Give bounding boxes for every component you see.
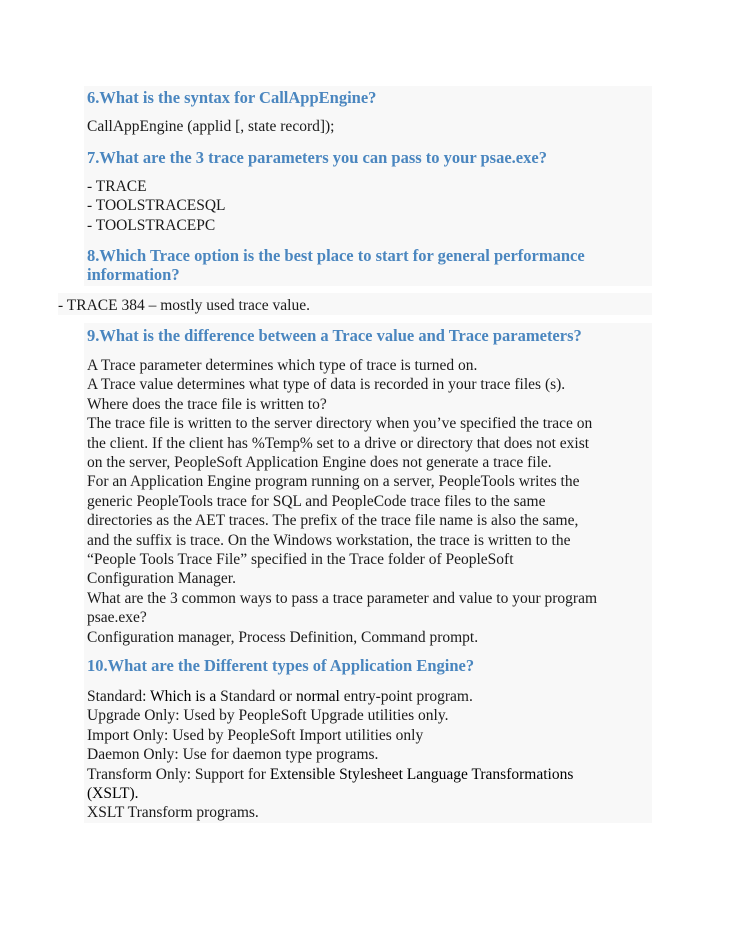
standard-suffix: entry-point program. bbox=[339, 688, 473, 705]
answer-9-line: on the server, PeopleSoft Application Engine does not generate a trace file. bbox=[87, 454, 552, 472]
answer-7-line: - TOOLSTRACESQL bbox=[87, 197, 226, 215]
answer-6: CallAppEngine (applid [, state record]); bbox=[87, 118, 335, 135]
answer-9-line: For an Application Engine program running on a server, PeopleTools writes the bbox=[87, 473, 580, 491]
answer-8: - TRACE 384 – mostly used trace value. bbox=[58, 297, 310, 314]
question-8-heading bbox=[87, 246, 627, 285]
transform-extensible: Extensible Stylesheet Language Transformations bbox=[269, 765, 574, 783]
answer-7 bbox=[87, 177, 226, 235]
app-engine-type-import: Import Only: Used by PeopleSoft Import utilities only bbox=[87, 726, 424, 744]
question-8-heading-line: 8.Which Trace option is the best place to start for general performance bbox=[87, 246, 585, 265]
answer-9-line: The trace file is written to the server directory when you’ve specified the trace on bbox=[87, 415, 593, 433]
question-9-heading: 9.What is the difference between a Trace value and Trace parameters? bbox=[87, 326, 582, 345]
question-8-heading-line: information? bbox=[87, 265, 180, 285]
transform-prefix: Transform Only: Support for bbox=[87, 765, 270, 783]
app-engine-type-standard bbox=[87, 687, 647, 706]
app-engine-type-upgrade: Upgrade Only: Used by PeopleSoft Upgrade utilities only. bbox=[87, 707, 449, 725]
answer-9-line: psae.exe? bbox=[87, 609, 147, 627]
question-10-heading: 10.What are the Different types of Application Engine? bbox=[87, 656, 475, 675]
answer-9-line: A Trace parameter determines which type of trace is turned on. bbox=[87, 357, 478, 374]
standard-mid: Standard or bbox=[216, 688, 296, 705]
answer-9-line: directories as the AET traces. The prefix of the trace file name is also the same, bbox=[87, 512, 579, 530]
answer-7-line: - TOOLSTRACEPC bbox=[87, 216, 216, 234]
standard-prefix: Standard: bbox=[87, 688, 150, 705]
answer-9-line: the client. If the client has %Temp% set to a drive or directory that does not exist bbox=[87, 434, 590, 452]
app-engine-type-transform bbox=[87, 765, 647, 784]
answer-9 bbox=[87, 356, 647, 647]
app-engine-type-xslt: XSLT Transform programs. bbox=[87, 804, 259, 822]
answer-9-line: generic PeopleTools trace for SQL and PeopleCode trace files to the same bbox=[87, 492, 546, 510]
standard-which: Which is a bbox=[150, 688, 217, 705]
answer-9-line: Where does the trace file is written to? bbox=[87, 395, 327, 413]
question-7-heading: 7.What are the 3 trace parameters you can pass to your psae.exe? bbox=[87, 148, 547, 167]
answer-7-line: - TRACE bbox=[87, 178, 147, 195]
answer-9-line: and the suffix is trace. On the Windows workstation, the trace is written to the bbox=[87, 531, 571, 549]
answer-9-line: A Trace value determines what type of data is recorded in your trace files (s). bbox=[87, 376, 566, 394]
answer-10 bbox=[87, 687, 647, 823]
question-6-heading: 6.What is the syntax for CallAppEngine? bbox=[87, 88, 377, 107]
answer-9-line: What are the 3 common ways to pass a trace parameter and value to your program bbox=[87, 589, 598, 607]
answer-9-line: Configuration Manager. bbox=[87, 570, 236, 588]
standard-normal: normal bbox=[295, 688, 340, 705]
answer-9-line: “People Tools Trace File” specified in the Trace folder of PeopleSoft bbox=[87, 551, 514, 569]
answer-9-line: Configuration manager, Process Definition, Command prompt. bbox=[87, 628, 479, 646]
app-engine-type-daemon: Daemon Only: Use for daemon type programs. bbox=[87, 746, 379, 764]
transform-xslt: (XSLT). bbox=[87, 785, 139, 803]
